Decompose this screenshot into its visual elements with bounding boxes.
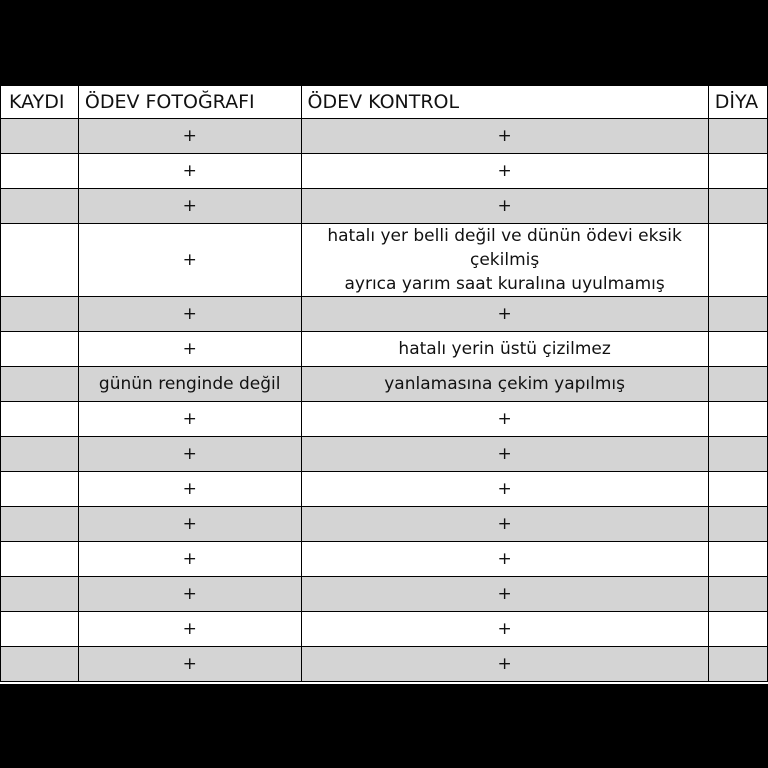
cell-kaydi[interactable] (1, 189, 79, 224)
cell-foto[interactable]: + (78, 472, 301, 507)
cell-diya[interactable] (708, 402, 767, 437)
cell-foto[interactable]: + (78, 542, 301, 577)
cell-diya[interactable] (708, 472, 767, 507)
table-row (1, 507, 768, 542)
header-diya[interactable]: DİYA (708, 86, 767, 119)
cell-foto[interactable]: + (78, 402, 301, 437)
cell-kontrol[interactable]: + (301, 577, 708, 612)
table-row (1, 297, 768, 332)
cell-diya[interactable] (708, 119, 767, 154)
cell-foto[interactable]: + (78, 612, 301, 647)
cell-kontrol[interactable]: + (301, 437, 708, 472)
cell-kaydi[interactable] (1, 472, 79, 507)
cell-diya[interactable] (708, 612, 767, 647)
cell-kontrol[interactable]: + (301, 472, 708, 507)
cell-foto[interactable]: + (78, 332, 301, 367)
table-row (1, 154, 768, 189)
table-row (1, 224, 768, 297)
cell-foto[interactable]: + (78, 437, 301, 472)
cell-kontrol[interactable]: yanlamasına çekim yapılmış (301, 367, 708, 402)
cell-diya[interactable] (708, 189, 767, 224)
cell-diya[interactable] (708, 332, 767, 367)
cell-diya[interactable] (708, 507, 767, 542)
cell-diya[interactable] (708, 367, 767, 402)
cell-kaydi[interactable] (1, 154, 79, 189)
cell-kontrol[interactable]: + (301, 542, 708, 577)
header-odev-kontrol[interactable]: ÖDEV KONTROL (301, 86, 708, 119)
homework-table (0, 86, 768, 682)
cell-foto[interactable]: + (78, 119, 301, 154)
cell-kontrol[interactable]: + (301, 297, 708, 332)
cell-kontrol[interactable]: + (301, 647, 708, 682)
cell-kontrol[interactable]: + (301, 612, 708, 647)
cell-foto[interactable]: + (78, 647, 301, 682)
cell-foto[interactable]: + (78, 297, 301, 332)
table-row (1, 119, 768, 154)
table-row (1, 332, 768, 367)
cell-kaydi[interactable] (1, 224, 79, 297)
cell-kontrol[interactable] (301, 224, 708, 297)
cell-foto[interactable]: + (78, 224, 301, 297)
cell-foto[interactable]: + (78, 189, 301, 224)
cell-diya[interactable] (708, 154, 767, 189)
table-row (1, 472, 768, 507)
cell-foto[interactable]: + (78, 577, 301, 612)
cell-foto[interactable]: + (78, 507, 301, 542)
table-row (1, 189, 768, 224)
table-row (1, 367, 768, 402)
cell-kaydi[interactable] (1, 612, 79, 647)
cell-kaydi[interactable] (1, 542, 79, 577)
cell-kaydi[interactable] (1, 297, 79, 332)
cell-kaydi[interactable] (1, 507, 79, 542)
cell-kaydi[interactable] (1, 119, 79, 154)
header-row (1, 86, 768, 119)
cell-kaydi[interactable] (1, 647, 79, 682)
cell-kontrol[interactable]: + (301, 507, 708, 542)
table-row (1, 402, 768, 437)
cell-kontrol[interactable]: hatalı yerin üstü çizilmez (301, 332, 708, 367)
cell-diya[interactable] (708, 542, 767, 577)
cell-kaydi[interactable] (1, 437, 79, 472)
table-row (1, 647, 768, 682)
cell-kaydi[interactable] (1, 332, 79, 367)
header-odev-fotografi[interactable]: ÖDEV FOTOĞRAFI (78, 86, 301, 119)
kontrol-line-1: hatalı yer belli değil ve dünün ödevi eksik çekilmiş (327, 226, 682, 270)
header-kaydi[interactable]: KAYDI (1, 86, 79, 119)
cell-kaydi[interactable] (1, 402, 79, 437)
cell-diya[interactable] (708, 577, 767, 612)
cell-kontrol[interactable]: + (301, 119, 708, 154)
cell-diya[interactable] (708, 297, 767, 332)
kontrol-line-2: ayrıca yarım saat kuralına uyulmamış (344, 274, 665, 294)
cell-kontrol[interactable]: + (301, 189, 708, 224)
table-row (1, 612, 768, 647)
spreadsheet (0, 86, 768, 684)
table-row (1, 577, 768, 612)
cell-diya[interactable] (708, 647, 767, 682)
cell-diya[interactable] (708, 437, 767, 472)
cell-kontrol[interactable]: + (301, 154, 708, 189)
cell-foto[interactable]: + (78, 154, 301, 189)
cell-diya[interactable] (708, 224, 767, 297)
cell-kontrol[interactable]: + (301, 402, 708, 437)
cell-kaydi[interactable] (1, 367, 79, 402)
table-row (1, 542, 768, 577)
table-row (1, 437, 768, 472)
cell-kaydi[interactable] (1, 577, 79, 612)
cell-foto[interactable]: günün renginde değil (78, 367, 301, 402)
